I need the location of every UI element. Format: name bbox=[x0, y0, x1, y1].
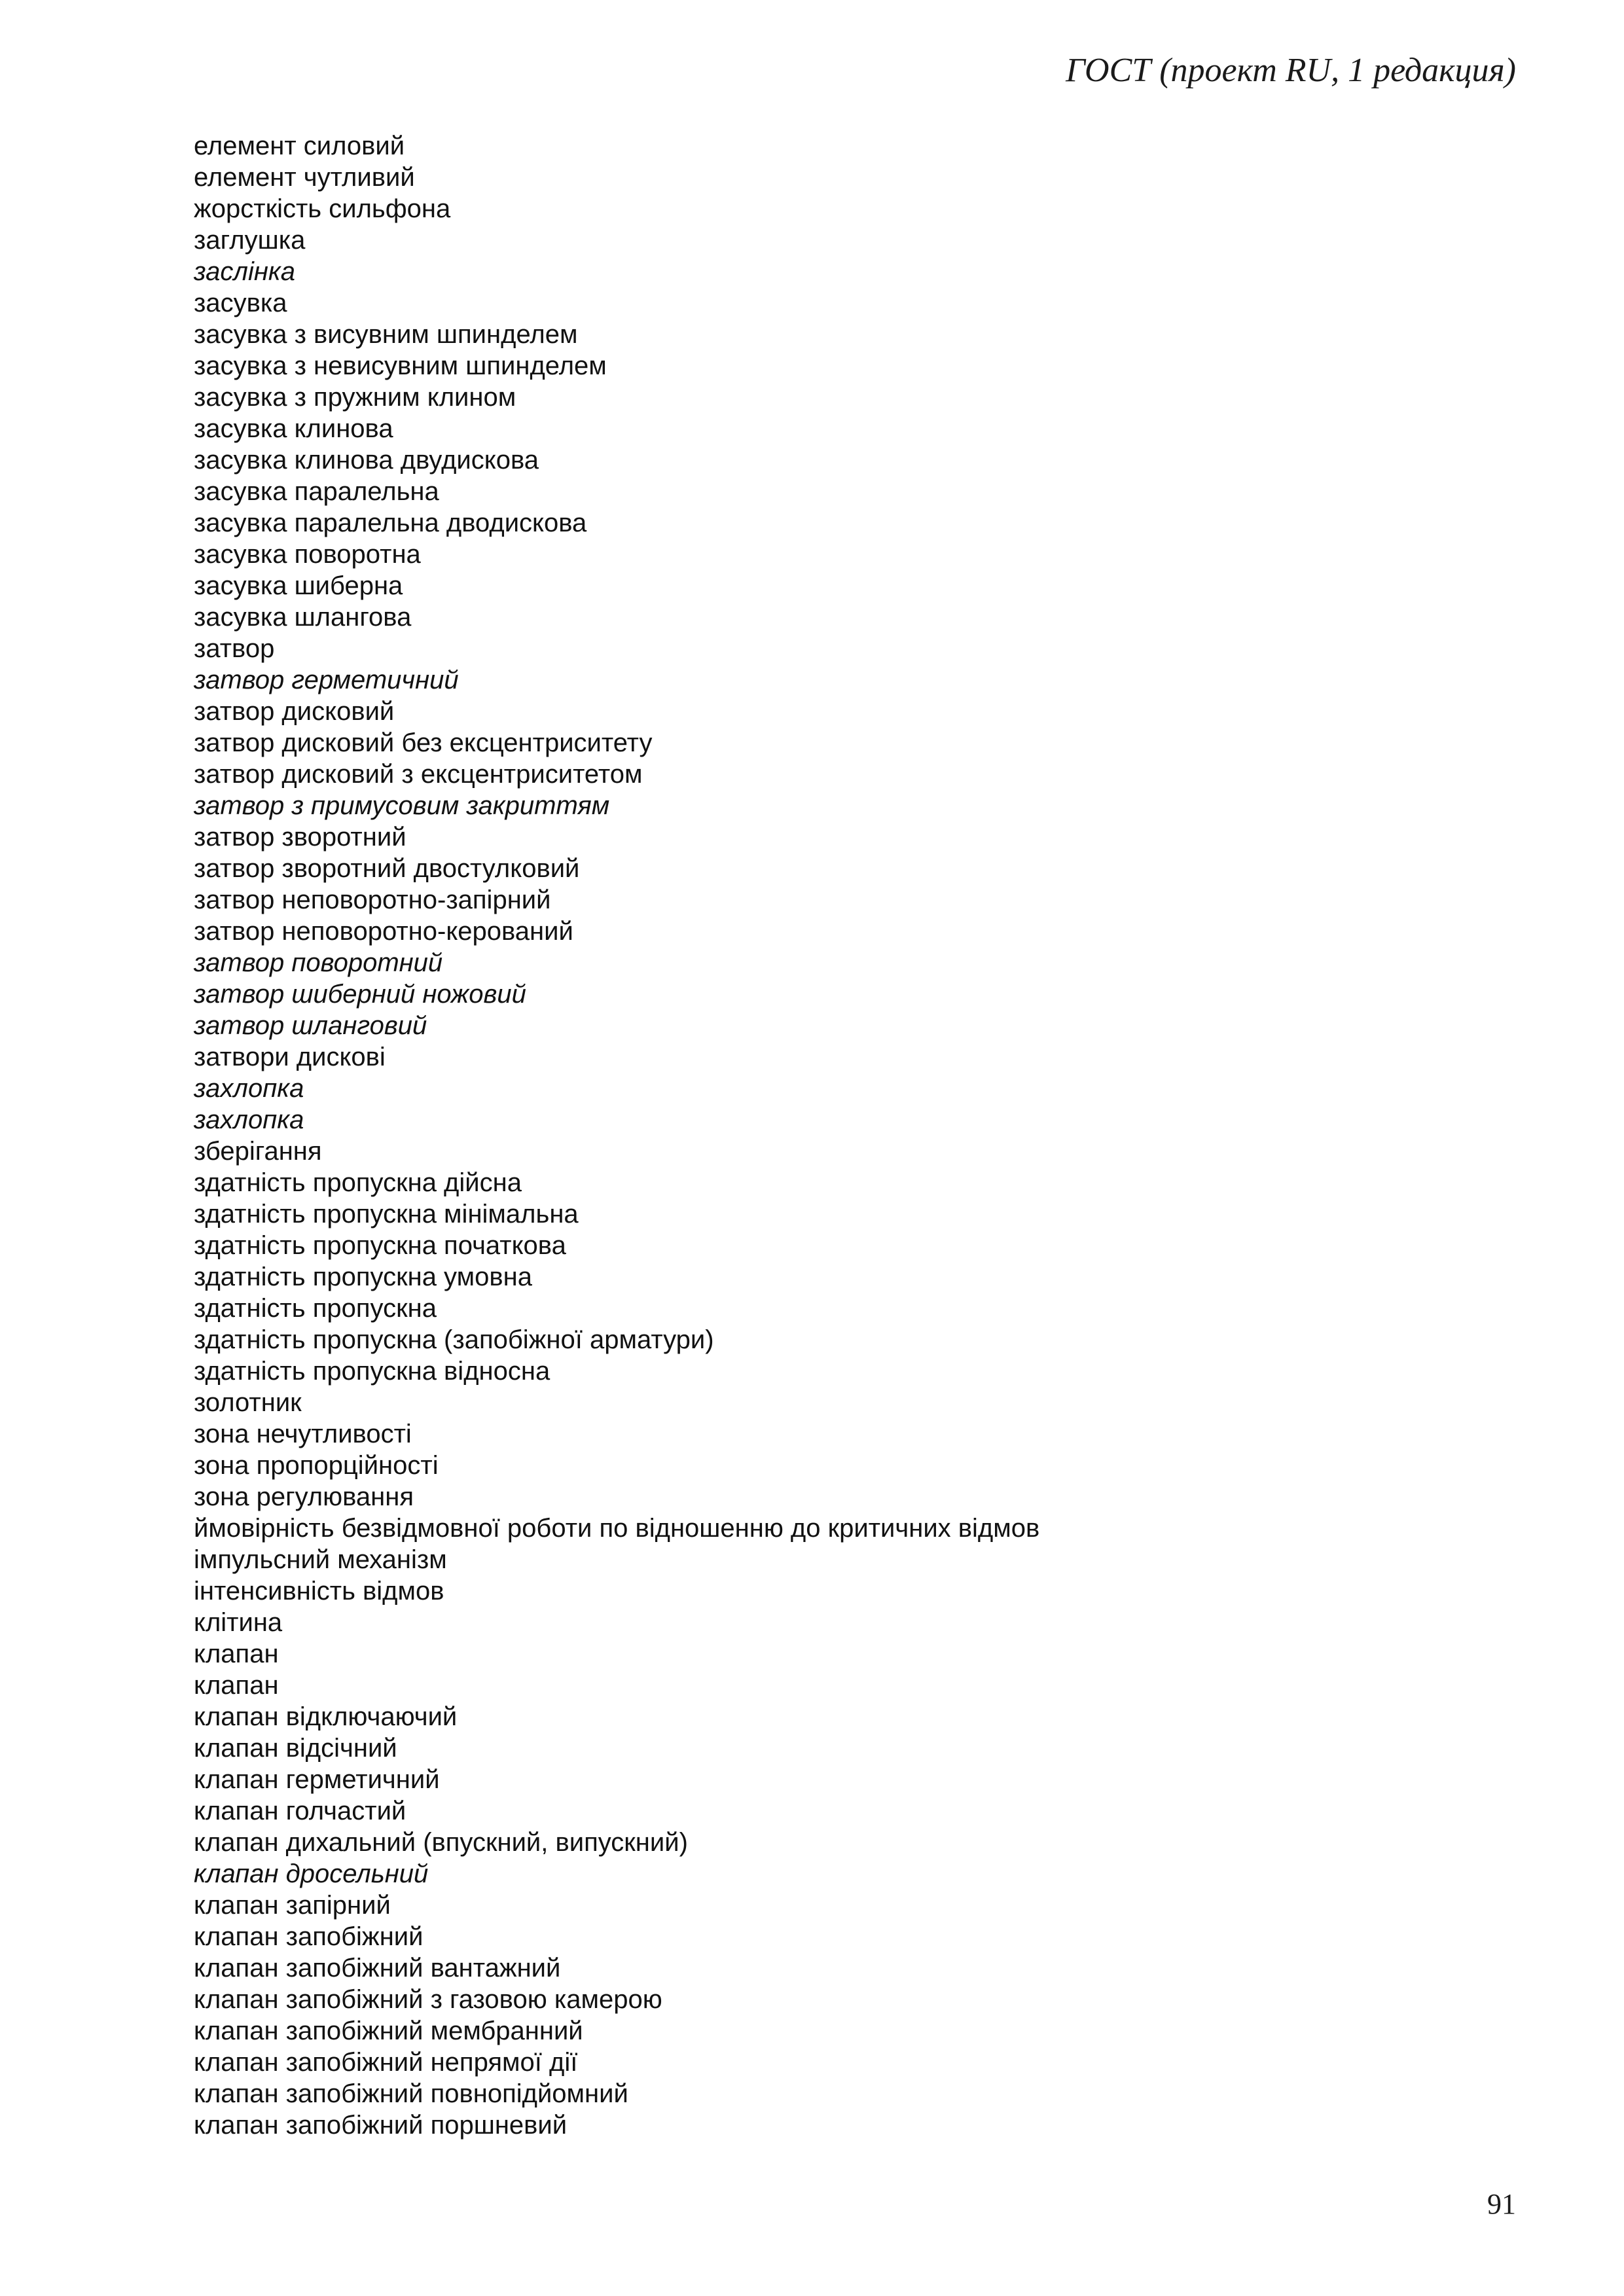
term-entry: імпульсний механізм bbox=[194, 1545, 447, 1574]
term-entry: засувка bbox=[194, 289, 287, 317]
term-entry: клапан відключаючий bbox=[194, 1702, 458, 1731]
term-entry: клапан запобіжний вантажний bbox=[194, 1954, 561, 1982]
term-entry: клапан запобіжний bbox=[194, 1922, 424, 1951]
term-entry: затвор дисковий без ексцентриситету bbox=[194, 728, 653, 757]
term-entry: затвор шиберний ножовий bbox=[194, 980, 526, 1009]
term-entry: клапан запобіжний непрямої дії bbox=[194, 2048, 578, 2077]
term-entry: засувка з невисувним шпинделем bbox=[194, 351, 607, 380]
term-entry: здатність пропускна мінімальна bbox=[194, 1200, 579, 1229]
term-entry: клапан дросельний bbox=[194, 1859, 429, 1888]
term-entry: клапан голчастий bbox=[194, 1797, 406, 1825]
term-entry: здатність пропускна bbox=[194, 1294, 437, 1323]
term-entry: затвор неповоротно-керований bbox=[194, 917, 573, 946]
term-entry: захлопка bbox=[194, 1105, 304, 1134]
term-entry: засувка поворотна bbox=[194, 540, 421, 569]
term-entry: захлопка bbox=[194, 1074, 304, 1103]
term-entry: затвор дисковий з ексцентриситетом bbox=[194, 760, 643, 789]
term-entry: зона нечутливості bbox=[194, 1420, 412, 1448]
term-entry: клапан bbox=[194, 1671, 279, 1700]
term-entry: заслінка bbox=[194, 257, 295, 286]
page-number: 91 bbox=[1487, 2188, 1516, 2220]
term-entry: затвор поворотний bbox=[194, 948, 443, 977]
term-entry: золотник bbox=[194, 1388, 302, 1417]
term-entry: здатність пропускна початкова bbox=[194, 1231, 566, 1260]
term-entry: затвор неповоротно-запірний bbox=[194, 886, 551, 914]
term-entry: засувка шиберна bbox=[194, 571, 403, 600]
running-header: ГОСТ (проект RU, 1 редакция) bbox=[1066, 52, 1516, 89]
term-entry: зона регулювання bbox=[194, 1482, 414, 1511]
term-entry: зона пропорційності bbox=[194, 1451, 439, 1480]
term-entry: клапан запірний bbox=[194, 1891, 391, 1920]
term-entry: засувка з пружним клином bbox=[194, 383, 516, 412]
term-entry: клапан запобіжний поршневий bbox=[194, 2111, 568, 2140]
term-entry: засувка паралельна дводискова bbox=[194, 509, 587, 537]
term-index-list bbox=[194, 130, 1039, 2141]
term-entry: затвор зворотний двостулковий bbox=[194, 854, 580, 883]
term-entry: інтенсивність відмов bbox=[194, 1577, 444, 1605]
term-entry: жорсткість сильфона bbox=[194, 194, 451, 223]
term-entry: клапан запобіжний мембранний bbox=[194, 2017, 583, 2045]
term-entry: засувка шлангова bbox=[194, 603, 412, 632]
term-entry: засувка клинова двудискова bbox=[194, 446, 539, 475]
term-entry: затвор герметичний bbox=[194, 666, 459, 694]
term-entry: здатність пропускна дійсна bbox=[194, 1168, 522, 1197]
term-entry: заглушка bbox=[194, 226, 306, 255]
term-entry: затвор шланговий bbox=[194, 1011, 427, 1040]
term-entry: затвори дискові bbox=[194, 1043, 386, 1071]
term-entry: клітина bbox=[194, 1608, 283, 1637]
term-entry: клапан дихальний (впускний, випускний) bbox=[194, 1828, 688, 1857]
term-entry: затвор дисковий bbox=[194, 697, 395, 726]
term-entry: клапан запобіжний з газовою камерою bbox=[194, 1985, 662, 2014]
term-entry: засувка з висувним шпинделем bbox=[194, 320, 578, 349]
term-entry: засувка клинова bbox=[194, 414, 393, 443]
term-entry: елемент силовий bbox=[194, 132, 405, 160]
term-entry: елемент чутливий bbox=[194, 163, 415, 192]
term-entry: затвор bbox=[194, 634, 275, 663]
term-entry: клапан відсічний bbox=[194, 1734, 397, 1763]
term-entry: затвор зворотний bbox=[194, 823, 406, 852]
term-entry: здатність пропускна (запобіжної арматури) bbox=[194, 1325, 714, 1354]
term-entry: ймовірність безвідмовної роботи по відношенню до критичних відмов bbox=[194, 1514, 1040, 1543]
term-entry: затвор з примусовим закриттям bbox=[194, 791, 610, 820]
term-entry: здатність пропускна умовна bbox=[194, 1263, 532, 1291]
term-entry: засувка паралельна bbox=[194, 477, 439, 506]
term-entry: клапан bbox=[194, 1640, 279, 1668]
term-entry: здатність пропускна відносна bbox=[194, 1357, 550, 1386]
term-entry: клапан герметичний bbox=[194, 1765, 440, 1794]
term-entry: клапан запобіжний повнопідйомний bbox=[194, 2079, 628, 2108]
term-entry: зберігання bbox=[194, 1137, 322, 1166]
